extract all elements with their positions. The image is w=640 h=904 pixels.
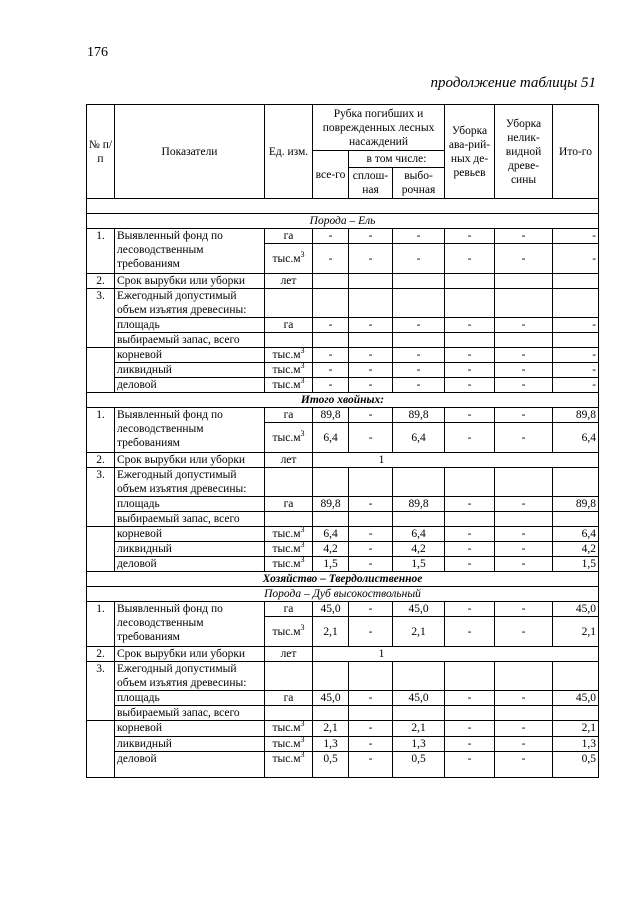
value-cell: - (313, 244, 349, 274)
row-label: площадь (115, 318, 265, 333)
value-cell: - (349, 378, 393, 393)
value-cell: - (553, 363, 599, 378)
value-cell: - (495, 363, 553, 378)
value-cell: 4,2 (393, 542, 445, 557)
table-row (87, 289, 599, 318)
row-label: выбираемый запас, всего (115, 706, 265, 721)
table-caption: продолжение таблицы 51 (430, 75, 596, 91)
value-cell: 45,0 (553, 602, 599, 617)
unit-cell: лет (265, 647, 313, 662)
value-cell: 1,3 (313, 736, 349, 752)
value-cell: - (553, 378, 599, 393)
value-cell: - (349, 318, 393, 333)
unit-cell: га (265, 602, 313, 617)
value-cell: - (495, 378, 553, 393)
value-cell: - (393, 229, 445, 244)
table-row (87, 512, 599, 527)
value-cell: - (445, 408, 495, 423)
value-cell: - (393, 318, 445, 333)
table-row (87, 333, 599, 348)
value-cell: 89,8 (313, 408, 349, 423)
value-cell: - (495, 229, 553, 244)
unit-cell: $тыс.м^3$ (265, 721, 313, 737)
value-cell: - (495, 542, 553, 557)
table-row (87, 378, 599, 393)
unit-cell: $тыс.м^3$ (265, 363, 313, 378)
value-cell: 2,1 (393, 617, 445, 647)
unit-cell: $тыс.м^3$ (265, 617, 313, 647)
row-number: 2. (87, 647, 115, 662)
value-cell: 1,3 (393, 736, 445, 752)
row-label: Ежегодный допустимый объем изъятия древесины: (115, 662, 265, 691)
value-cell: - (495, 602, 553, 617)
value-cell: - (349, 408, 393, 423)
value-cell: - (313, 229, 349, 244)
value-cell: - (393, 363, 445, 378)
value-cell: - (349, 691, 393, 706)
value-cell: 6,4 (313, 423, 349, 453)
row-label: ликвидный (115, 363, 265, 378)
row-number: 1. (87, 602, 115, 647)
unit-cell: $тыс.м^3$ (265, 423, 313, 453)
value-cell: - (349, 542, 393, 557)
value-cell: 2,1 (553, 617, 599, 647)
value-cell: - (445, 318, 495, 333)
unit-cell: га (265, 497, 313, 512)
table-row (87, 691, 599, 706)
value-cell: 1 (313, 647, 599, 662)
value-cell: - (553, 318, 599, 333)
row-label: ликвидный (115, 542, 265, 557)
value-cell: - (495, 408, 553, 423)
row-label: площадь (115, 691, 265, 706)
value-cell: 89,8 (553, 497, 599, 512)
table-row (87, 408, 599, 423)
section-title: Порода – Ель (87, 214, 599, 229)
unit-cell: $тыс.м^3$ (265, 378, 313, 393)
row-label: Срок вырубки или уборки (115, 453, 265, 468)
spacer-row (87, 199, 599, 214)
value-cell: - (495, 752, 553, 778)
value-cell: 89,8 (393, 497, 445, 512)
value-cell: - (313, 363, 349, 378)
value-cell: - (313, 378, 349, 393)
value-cell: 0,5 (553, 752, 599, 778)
value-cell: - (445, 527, 495, 542)
value-cell: 1,5 (553, 557, 599, 572)
row-number: 3. (87, 662, 115, 721)
value-cell: - (445, 229, 495, 244)
value-cell: - (553, 348, 599, 363)
value-cell: 4,2 (553, 542, 599, 557)
value-cell: - (349, 363, 393, 378)
header-selective: выбо-рочная (393, 168, 445, 199)
value-cell: - (445, 363, 495, 378)
value-cell: 89,8 (553, 408, 599, 423)
row-label: Ежегодный допустимый объем изъятия древесины: (115, 468, 265, 497)
value-cell: - (349, 497, 393, 512)
value-cell: - (445, 752, 495, 778)
value-cell: 45,0 (553, 691, 599, 706)
header-emergency: Уборка ава-рий-ных де-ревьев (445, 105, 495, 199)
value-cell: 6,4 (313, 527, 349, 542)
unit-cell: $тыс.м^3$ (265, 736, 313, 752)
unit-cell: $тыс.м^3$ (265, 244, 313, 274)
table-row (87, 752, 599, 778)
unit-cell: $тыс.м^3$ (265, 557, 313, 572)
row-number: 2. (87, 274, 115, 289)
row-label: корневой (115, 348, 265, 363)
table-row (87, 363, 599, 378)
unit-cell: $тыс.м^3$ (265, 542, 313, 557)
value-cell: 4,2 (313, 542, 349, 557)
header-total-felling: все-го (313, 151, 349, 199)
value-cell: - (495, 736, 553, 752)
value-cell: - (495, 244, 553, 274)
row-label: ликвидный (115, 736, 265, 752)
value-cell: 1,3 (553, 736, 599, 752)
value-cell: - (445, 617, 495, 647)
value-cell: 0,5 (393, 752, 445, 778)
value-cell: 6,4 (553, 423, 599, 453)
table-row (87, 662, 599, 691)
row-number: 1. (87, 408, 115, 453)
value-cell: - (349, 348, 393, 363)
value-cell: - (445, 378, 495, 393)
value-cell: 6,4 (553, 527, 599, 542)
value-cell: 45,0 (393, 602, 445, 617)
row-label: корневой (115, 527, 265, 542)
table-row (87, 348, 599, 363)
row-number: 2. (87, 453, 115, 468)
header-total: Ито-го (553, 105, 599, 199)
value-cell: - (313, 318, 349, 333)
row-label: деловой (115, 557, 265, 572)
value-cell: - (553, 229, 599, 244)
value-cell: - (349, 527, 393, 542)
data-table (86, 104, 599, 778)
row-label: Срок вырубки или уборки (115, 647, 265, 662)
table-row (87, 721, 599, 737)
table-row (87, 542, 599, 557)
unit-cell: лет (265, 453, 313, 468)
table-row (87, 453, 599, 468)
value-cell: - (495, 348, 553, 363)
value-cell: 89,8 (313, 497, 349, 512)
table-row (87, 497, 599, 512)
row-label: деловой (115, 378, 265, 393)
unit-cell: лет (265, 274, 313, 289)
table-row (87, 527, 599, 542)
value-cell: 0,5 (313, 752, 349, 778)
value-cell: 1 (313, 453, 599, 468)
value-cell: - (495, 721, 553, 737)
value-cell: 2,1 (313, 721, 349, 737)
row-label: деловой (115, 752, 265, 778)
value-cell: 2,1 (553, 721, 599, 737)
value-cell: - (349, 602, 393, 617)
row-label: Выявленный фонд по лесоводственным требованиям (115, 408, 265, 453)
row-label: Срок вырубки или уборки (115, 274, 265, 289)
header-nonliquid: Уборка нелик-видной древе-сины (495, 105, 553, 199)
value-cell: - (349, 229, 393, 244)
value-cell: - (495, 527, 553, 542)
table-row (87, 602, 599, 617)
value-cell: - (495, 617, 553, 647)
value-cell: - (445, 736, 495, 752)
row-number: 1. (87, 229, 115, 274)
header-clear: сплош-ная (349, 168, 393, 199)
section-title: Итого хвойных: (87, 393, 599, 408)
value-cell: - (445, 244, 495, 274)
value-cell: - (553, 244, 599, 274)
row-label: площадь (115, 497, 265, 512)
value-cell: - (495, 318, 553, 333)
value-cell: 45,0 (313, 602, 349, 617)
value-cell: - (445, 423, 495, 453)
row-label: корневой (115, 721, 265, 737)
value-cell: - (495, 497, 553, 512)
row-number: 3. (87, 468, 115, 527)
value-cell: - (445, 602, 495, 617)
row-label: выбираемый запас, всего (115, 333, 265, 348)
header-felling: Рубка погибших и поврежденных лесных насаждений (313, 105, 445, 151)
section-title: Хозяйство – Твердолиственное (87, 572, 599, 587)
value-cell: - (349, 617, 393, 647)
value-cell: - (349, 557, 393, 572)
row-number: 3. (87, 289, 115, 348)
value-cell: - (495, 423, 553, 453)
value-cell: - (313, 348, 349, 363)
unit-cell: га (265, 229, 313, 244)
row-label: Ежегодный допустимый объем изъятия древесины: (115, 289, 265, 318)
unit-cell: га (265, 318, 313, 333)
header-unit: Ед. изм. (265, 105, 313, 199)
value-cell: - (445, 557, 495, 572)
unit-cell: $тыс.м^3$ (265, 527, 313, 542)
value-cell: - (495, 557, 553, 572)
header-including: в том числе: (349, 151, 445, 168)
value-cell: - (349, 423, 393, 453)
row-label: выбираемый запас, всего (115, 512, 265, 527)
table-row (87, 557, 599, 572)
unit-cell: $тыс.м^3$ (265, 752, 313, 778)
value-cell: 6,4 (393, 527, 445, 542)
value-cell: - (495, 691, 553, 706)
value-cell: - (445, 691, 495, 706)
table-row (87, 318, 599, 333)
value-cell: - (349, 721, 393, 737)
page-number: 176 (87, 45, 108, 60)
value-cell: - (349, 244, 393, 274)
unit-cell: га (265, 691, 313, 706)
value-cell: 6,4 (393, 423, 445, 453)
value-cell: - (445, 542, 495, 557)
value-cell: 2,1 (313, 617, 349, 647)
value-cell: 89,8 (393, 408, 445, 423)
table-row (87, 274, 599, 289)
row-label: Выявленный фонд по лесоводственным требованиям (115, 229, 265, 274)
value-cell: 45,0 (393, 691, 445, 706)
table-row (87, 229, 599, 244)
value-cell: - (445, 721, 495, 737)
value-cell: - (349, 736, 393, 752)
header-num: № п/п (87, 105, 115, 199)
row-label: Выявленный фонд по лесоводственным требованиям (115, 602, 265, 647)
value-cell: 1,5 (313, 557, 349, 572)
table-row (87, 468, 599, 497)
value-cell: 2,1 (393, 721, 445, 737)
value-cell: - (393, 348, 445, 363)
value-cell: - (445, 348, 495, 363)
section-title: Порода – Дуб высокоствольный (87, 587, 599, 602)
value-cell: - (445, 497, 495, 512)
header-indicators: Показатели (115, 105, 265, 199)
unit-cell: $тыс.м^3$ (265, 348, 313, 363)
table-row (87, 647, 599, 662)
unit-cell: га (265, 408, 313, 423)
value-cell: - (393, 378, 445, 393)
value-cell: 45,0 (313, 691, 349, 706)
value-cell: 1,5 (393, 557, 445, 572)
table-row (87, 706, 599, 721)
table-row (87, 736, 599, 752)
value-cell: - (393, 244, 445, 274)
value-cell: - (349, 752, 393, 778)
